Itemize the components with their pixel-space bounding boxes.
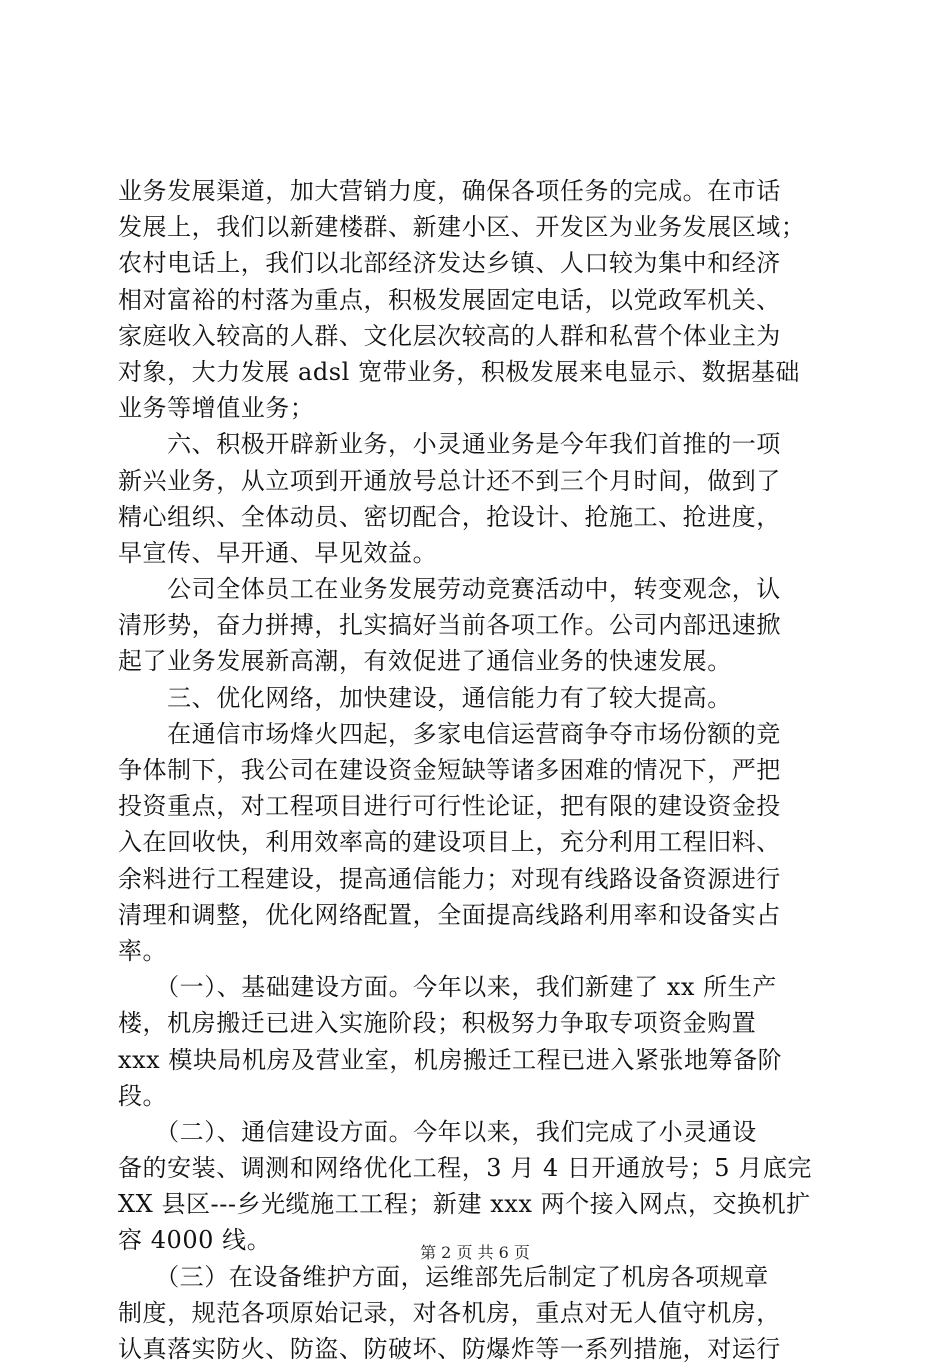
text-line: 余料进行工程建设，提高通信能力；对现有线路设备资源进行 <box>118 864 781 893</box>
text-line: 早宣传、早开通、早见效益。 <box>118 538 438 567</box>
text-line: 新兴业务，从立项到开通放号总计还不到三个月时间，做到了 <box>118 466 781 495</box>
text-line: 清形势，奋力拼搏，扎实搞好当前各项工作。公司内部迅速掀 <box>118 611 781 640</box>
text-line: 起了业务发展新高潮，有效促进了通信业务的快速发展。 <box>118 647 732 676</box>
text-line: 精心组织、全体动员、密切配合，抢设计、抢施工、抢进度， <box>118 502 781 531</box>
text-line: 认真落实防火、防盗、防破坏、防爆炸等一系列措施，对运行 <box>118 1335 781 1363</box>
text-line: xxx 模块局机房及营业室，机房搬迁工程已进入紧张地筹备阶 <box>118 1045 783 1074</box>
text-line: （二）、通信建设方面。今年以来，我们完成了小灵通设 <box>118 1117 757 1146</box>
text-line: 六、积极开辟新业务，小灵通业务是今年我们首推的一项 <box>118 430 781 459</box>
text-line: 清理和调整，优化网络配置，全面提高线路利用率和设备实占 <box>118 900 781 929</box>
text-line: 家庭收入较高的人群、文化层次较高的人群和私营个体业主为 <box>118 321 781 350</box>
page-footer: 第 2 页 共 6 页 <box>420 1243 530 1262</box>
text-line: 段。 <box>118 1081 168 1110</box>
text-line: XX 县区---乡光缆施工工程；新建 xxx 两个接入网点，交换机扩 <box>118 1190 811 1219</box>
text-line: 公司全体员工在业务发展劳动竞赛活动中，转变观念，认 <box>118 575 781 604</box>
text-line: 业务发展渠道，加大营销力度，确保各项任务的完成。在市话 <box>118 177 781 205</box>
text-line: 业务等增值业务； <box>118 394 315 423</box>
text-line: 制度，规范各项原始记录，对各机房，重点对无人值守机房， <box>118 1298 781 1327</box>
text-line: 备的安装、调测和网络优化工程，3 月 4 日开通放号；5 月底完 <box>118 1154 812 1183</box>
text-line: 入在回收快，利用效率高的建设项目上，充分利用工程旧料、 <box>118 828 781 857</box>
text-line: 争体制下，我公司在建设资金短缺等诸多困难的情况下，严把 <box>118 756 781 784</box>
text-line: 率。 <box>118 936 168 965</box>
text-line: 投资重点，对工程项目进行可行性论证，把有限的建设资金投 <box>118 792 781 821</box>
text-line: 在通信市场烽火四起，多家电信运营商争夺市场份额的竞 <box>118 719 781 748</box>
text-line: 农村电话上，我们以北部经济发达乡镇、人口较为集中和经济 <box>118 249 781 278</box>
text-line: 三、优化网络，加快建设，通信能力有了较大提高。 <box>118 683 732 712</box>
text-line: 容 4000 线。 <box>118 1226 272 1255</box>
text-line: 对象，大力发展 adsl 宽带业务，积极发展来电显示、数据基础 <box>118 357 800 386</box>
text-line: 楼，机房搬迁已进入实施阶段；积极努力争取专项资金购置 <box>118 1009 757 1038</box>
text-line: 相对富裕的村落为重点，积极发展固定电话，以党政军机关、 <box>118 285 781 314</box>
body-text <box>118 173 834 1367</box>
text-line: （一）、基础建设方面。今年以来，我们新建了 xx 所生产 <box>118 973 777 1002</box>
text-line: 发展上，我们以新建楼群、新建小区、开发区为业务发展区域； <box>118 213 806 242</box>
text-line: （三）在设备维护方面，运维部先后制定了机房各项规章 <box>118 1262 769 1291</box>
